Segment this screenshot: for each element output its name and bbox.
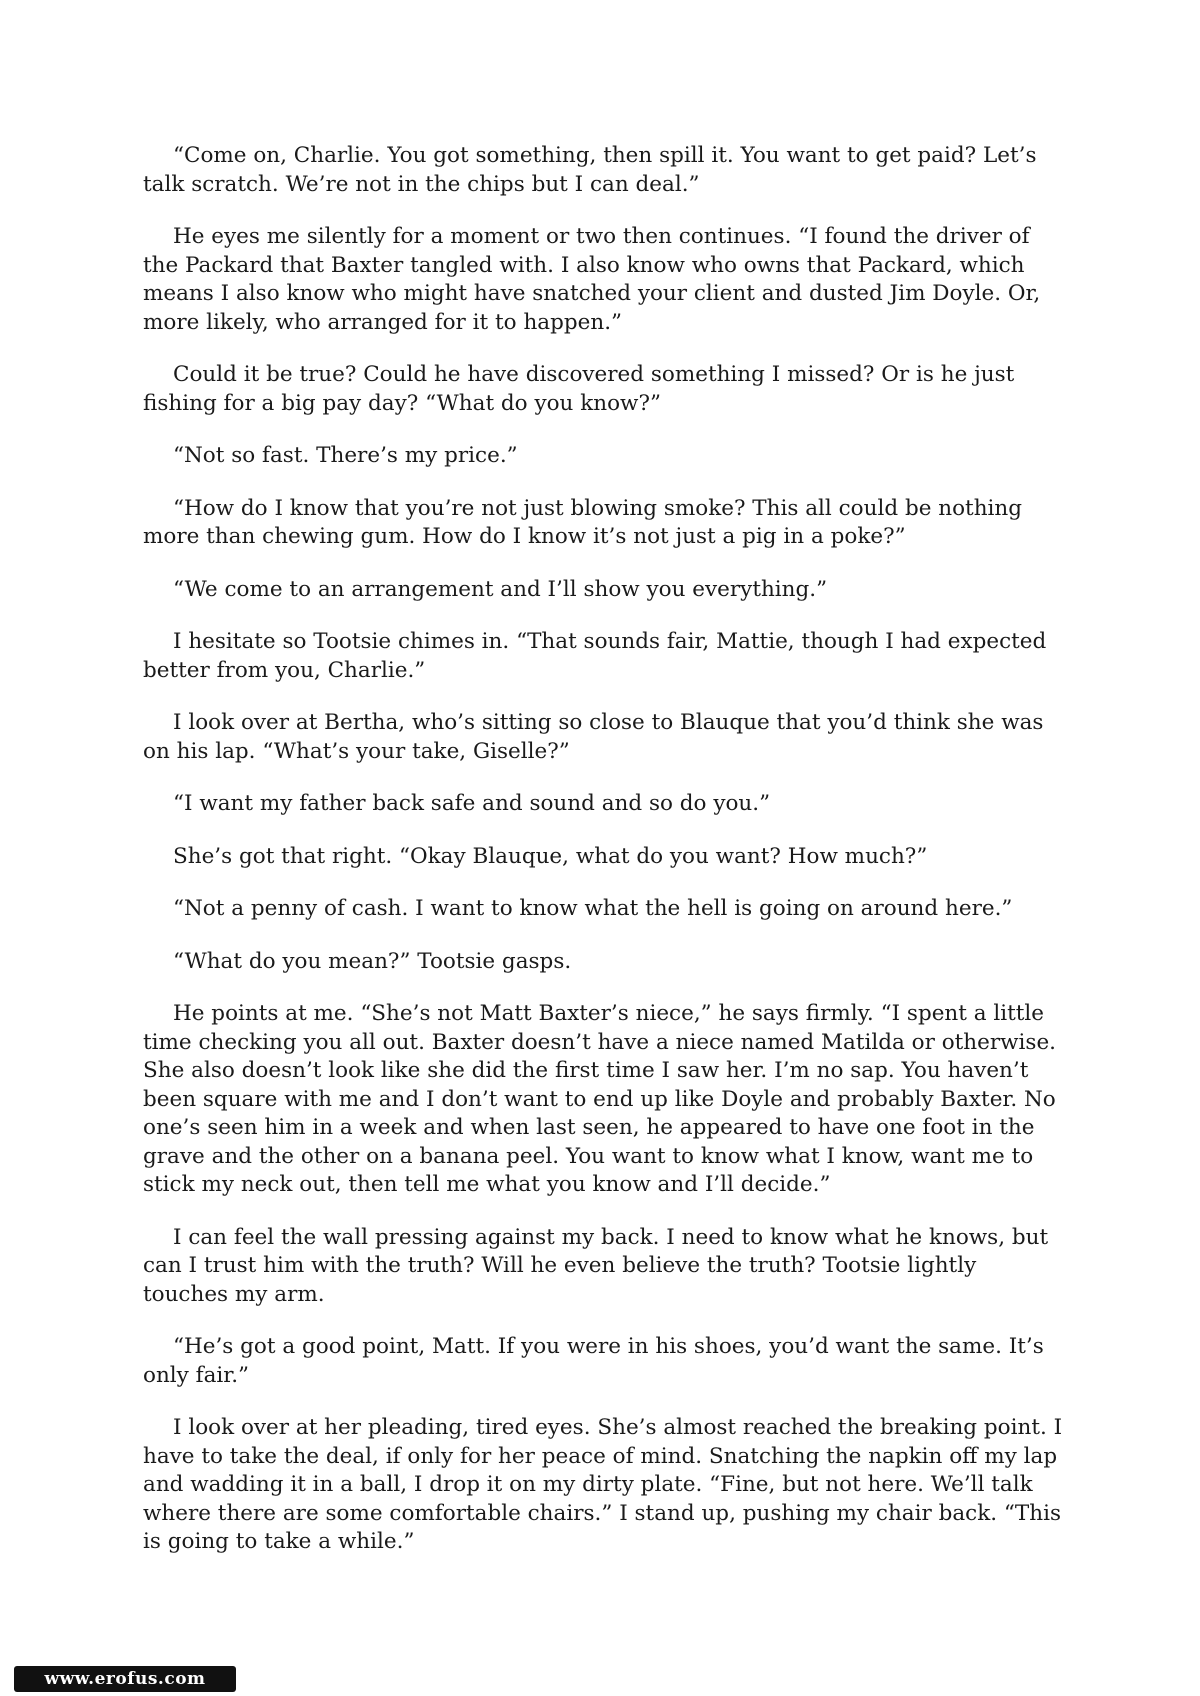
site-watermark: www.erofus.com <box>14 1666 236 1692</box>
paragraph-9: “I want my father back safe and sound and so do you.” <box>173 791 771 816</box>
paragraph-5: “How do I know that you’re not just blowing smoke? This all could be nothing more than chewing gum. How do I know it’s not just a pig in a poke?” <box>143 495 1023 549</box>
paragraph-13: He points at me. “She’s not Matt Baxter’s niece,” he says firmly. “I spent a little time checking you all out. Baxter doesn’t have a niece named Matilda or otherwise. She also doesn’t look like she did the first time I saw her. I’m no sap. You haven’t been square with me and I don’t want to end up like Doyle and probably Baxter. No one’s seen him in a week and when last seen, he appeared to have one foot in the grave and the other on a banana peel. You want to know what I know, want me to stick my neck out, then tell me what you know and I’ll decide.” <box>143 1001 1057 1197</box>
paragraph-1: “Come on, Charlie. You got something, then spill it. You want to get paid? Let’s talk scratch. We’re not in the chips but I can deal.” <box>143 143 1037 197</box>
body-text <box>143 142 1063 1581</box>
paragraph-15: “He’s got a good point, Matt. If you were in his shoes, you’d want the same. It’s only fair.” <box>143 1334 1044 1388</box>
paragraph-4: “Not so fast. There’s my price.” <box>173 443 518 468</box>
paragraph-3: Could it be true? Could he have discovered something I missed? Or is he just fishing for a big pay day? “What do you know?” <box>143 362 1015 416</box>
paragraph-12: “What do you mean?” Tootsie gasps. <box>173 948 572 974</box>
paragraph-7: I hesitate so Tootsie chimes in. “That sounds fair, Mattie, though I had expected better from you, Charlie.” <box>143 629 1047 683</box>
paragraph-14: I can feel the wall pressing against my back. I need to know what he knows, but can I trust him with the truth? Will he even believe the truth? Tootsie lightly touches my arm. <box>143 1224 1049 1307</box>
paragraph-16: I look over at her pleading, tired eyes. She’s almost reached the breaking point. I have to take the deal, if only for her peace of mind. Snatching the napkin off my lap and wadding it in a ball, I drop it on my dirty plate. “Fine, but not here. We’ll talk where there are some comfortable chairs.” I stand up, pushing my chair back. “This is going to take a while.” <box>143 1415 1063 1554</box>
paragraph-10: She’s got that right. “Okay Blauque, what do you want? How much?” <box>173 843 928 869</box>
paragraph-11: “Not a penny of cash. I want to know what the hell is going on around here.” <box>173 896 1013 921</box>
paragraph-2: He eyes me silently for a moment or two then continues. “I found the driver of the Packard that Baxter tangled with. I also know who owns that Packard, which means I also know who might have snatched your client and dusted Jim Doyle. Or, more likely, who arranged for it to happen.” <box>143 224 1041 335</box>
paragraph-8: I look over at Bertha, who’s sitting so close to Blauque that you’d think she was on his lap. “What’s your take, Giselle?” <box>143 710 1044 764</box>
paragraph-6: “We come to an arrangement and I’ll show you everything.” <box>173 576 828 602</box>
